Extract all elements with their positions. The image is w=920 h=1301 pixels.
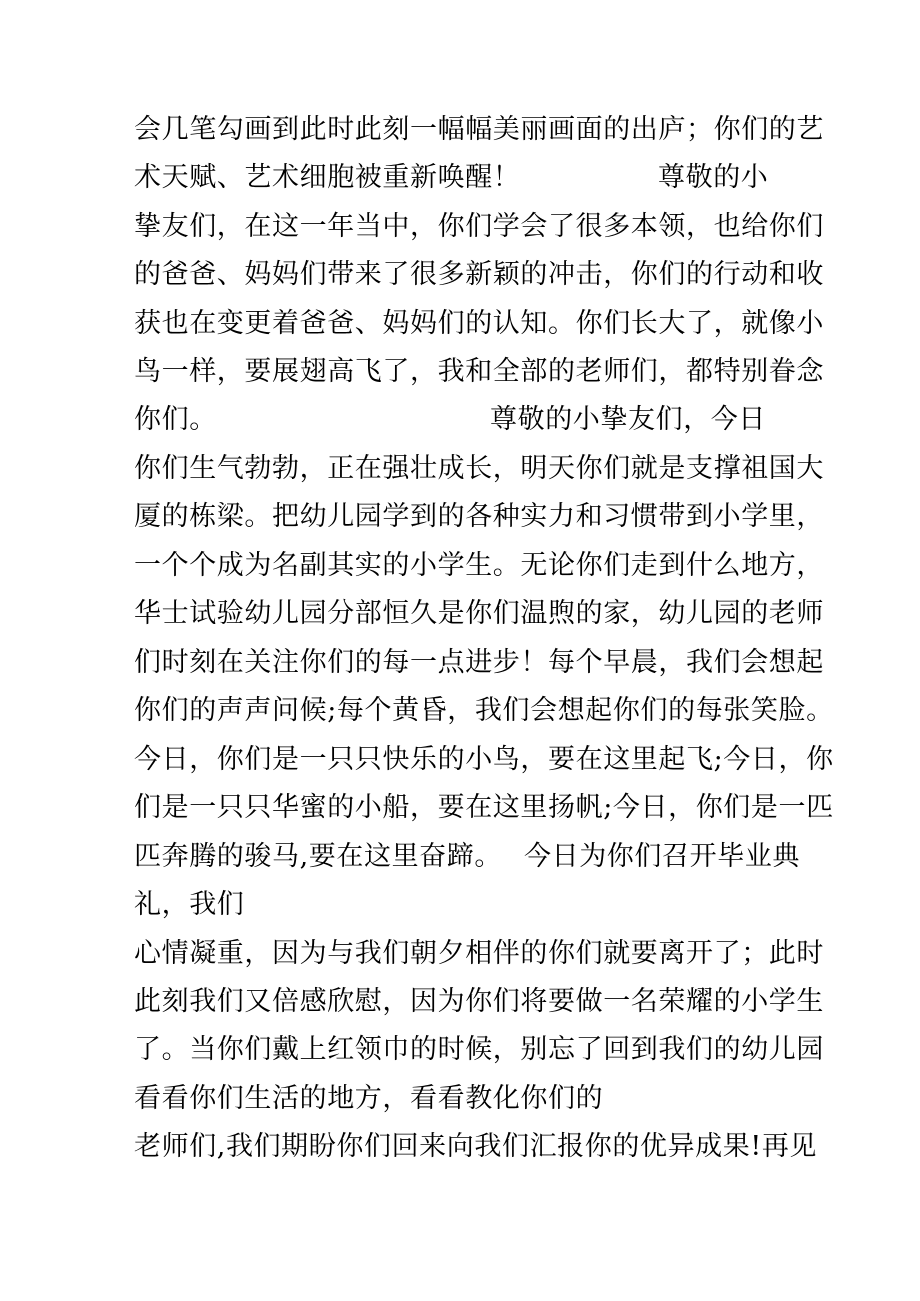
text-line-19 bbox=[134, 978, 824, 1026]
text-line-1 bbox=[134, 106, 824, 154]
line-2-heading-fragment: 尊敬的小 bbox=[658, 162, 769, 193]
text-line-14 bbox=[134, 736, 834, 784]
text-line-2 bbox=[134, 154, 769, 202]
text-line-13 bbox=[134, 687, 834, 735]
line-14-text: 今日，你们是一只只快乐的小鸟，要在这里起飞;今日，你 bbox=[134, 744, 834, 775]
line-22-text: 老师们,我们期盼你们回来向我们汇报你的优异成果!再见 bbox=[134, 1131, 818, 1162]
line-10-text: 一个个成为名副其实的小学生。无论你们走到什么地方， bbox=[134, 550, 824, 581]
line-16-text: 匹奔腾的骏马,要在这里奋蹄。 bbox=[134, 841, 502, 872]
text-line-12 bbox=[134, 639, 824, 687]
line-6-text: 鸟一样，要展翅高飞了，我和全部的老师们，都特别眷念 bbox=[134, 356, 824, 387]
text-line-22 bbox=[134, 1123, 818, 1171]
text-line-11 bbox=[134, 590, 824, 638]
line-5-text: 获也在变更着爸爸、妈妈们的认知。你们长大了，就像小 bbox=[134, 308, 824, 339]
text-line-16 bbox=[134, 833, 800, 881]
text-line-20 bbox=[134, 1026, 824, 1074]
line-13-text: 你们的声声问候;每个黄昏，我们会想起你们的每张笑脸。 bbox=[134, 695, 834, 726]
text-line-3 bbox=[134, 203, 824, 251]
text-line-10 bbox=[134, 542, 824, 590]
line-21-text: 看看你们生活的地方，看看教化你们的 bbox=[134, 1083, 604, 1114]
line-8-text: 你们生气勃勃，正在强壮成长，明天你们就是支撑祖国大 bbox=[134, 453, 824, 484]
text-line-5 bbox=[134, 300, 824, 348]
text-line-7 bbox=[134, 396, 766, 444]
line-16-heading-fragment: 今日为你们召开毕业典 bbox=[524, 841, 800, 872]
line-9-text: 厦的栋梁。把幼儿园学到的各种实力和习惯带到小学里， bbox=[134, 501, 824, 532]
line-7-heading-fragment: 尊敬的小挚友们，今日 bbox=[490, 404, 766, 435]
line-3-text: 挚友们，在这一年当中，你们学会了很多本领，也给你们 bbox=[134, 211, 824, 242]
line-1-text: 会几笔勾画到此时此刻一幅幅美丽画面的出庐；你们的艺 bbox=[134, 114, 824, 145]
text-line-15 bbox=[134, 784, 834, 832]
text-line-9 bbox=[134, 493, 824, 541]
line-15-text: 们是一只只华蜜的小船，要在这里扬帆;今日，你们是一匹 bbox=[134, 792, 834, 823]
line-11-text: 华士试验幼儿园分部恒久是你们温煦的家，幼儿园的老师 bbox=[134, 598, 824, 629]
line-12-text: 们时刻在关注你们的每一点进步！每个早晨，我们会想起 bbox=[134, 647, 824, 678]
line-18-text: 心情凝重，因为与我们朝夕相伴的你们就要离开了；此时 bbox=[134, 938, 824, 969]
line-7-text: 你们。 bbox=[134, 404, 217, 435]
text-line-4 bbox=[134, 251, 824, 299]
text-line-21 bbox=[134, 1075, 604, 1123]
text-line-8 bbox=[134, 445, 824, 493]
text-line-17 bbox=[134, 881, 245, 929]
line-17-text: 礼，我们 bbox=[134, 889, 245, 920]
text-line-18 bbox=[134, 930, 824, 978]
line-4-text: 的爸爸、妈妈们带来了很多新颖的冲击，你们的行动和收 bbox=[134, 259, 824, 290]
line-20-text: 了。当你们戴上红领巾的时候，别忘了回到我们的幼儿园 bbox=[134, 1034, 824, 1065]
line-19-text: 此刻我们又倍感欣慰，因为你们将要做一名荣耀的小学生 bbox=[134, 986, 824, 1017]
line-2-text: 术天赋、艺术细胞被重新唤醒！ bbox=[134, 162, 521, 193]
text-line-6 bbox=[134, 348, 824, 396]
